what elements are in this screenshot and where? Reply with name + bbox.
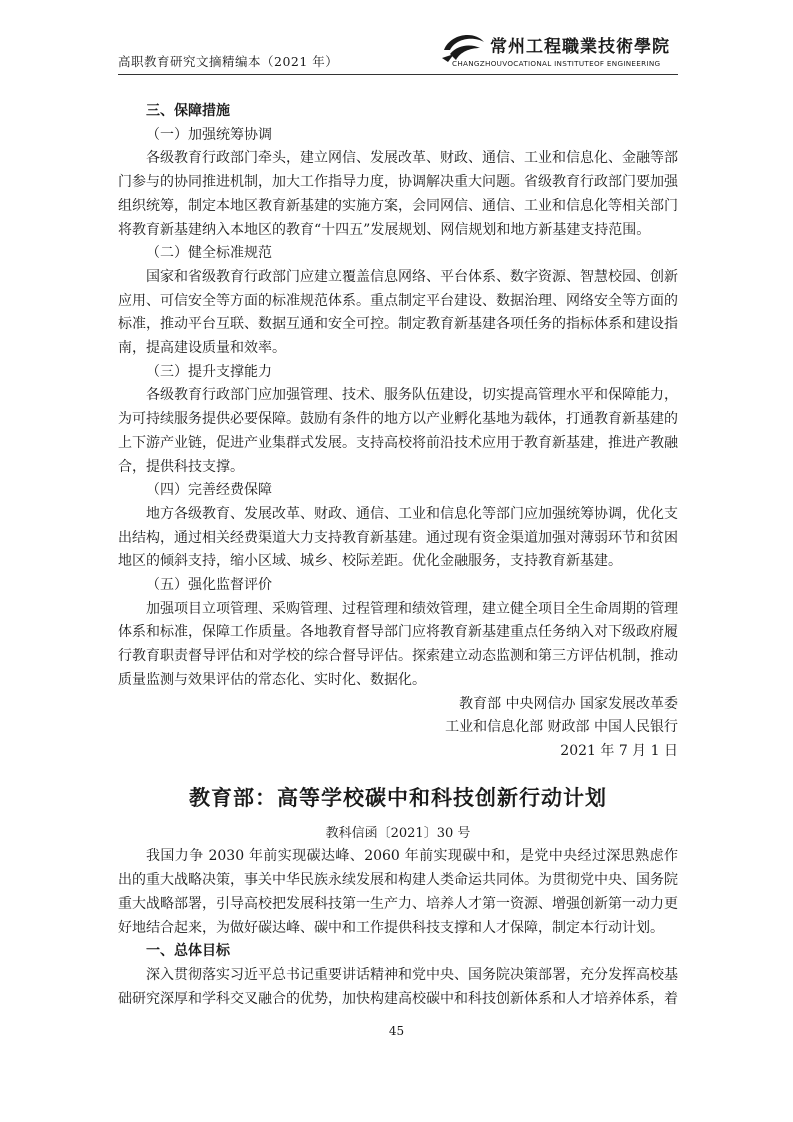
- college-logo: [440, 30, 678, 74]
- signature-line: 工业和信息化部 财政部 中国人民银行: [445, 719, 678, 736]
- paragraph: 地方各级教育、发展改革、财政、通信、工业和信息化等部门应加强统筹协调，优化支出结构，通过相关经费渠道大力支持教育新基建。通过现有资金渠道加强对薄弱环节和贫困地区的倾斜支持，缩小区域、城乡、校际差距。优化金融服务，支持教育新基建。: [118, 505, 678, 570]
- logo-chinese-name: 常州工程職業技術學院: [490, 37, 670, 57]
- paragraph: 国家和省级教育行政部门应建立覆盖信息网络、平台体系、数字资源、智慧校园、创新应用、可信安全等方面的标准规范体系。重点制定平台建设、数据治理、网络安全等方面的标准，推动平台互联、数据互通和安全可控。制定教育新基建各项任务的指标体系和建设指南，提高建设质量和效率。: [118, 268, 678, 357]
- header-divider: [118, 74, 678, 75]
- section-heading: 三、保障措施: [146, 103, 230, 119]
- logo-english-name: CHANGZHOUVOCATIONAL INSTITUTEOF ENGINEERING: [452, 59, 661, 68]
- subsection-heading: （二）健全标准规范: [146, 245, 272, 262]
- article-title: 教育部：高等学校碳中和科技创新行动计划: [189, 785, 607, 810]
- signature-date: 2021 年 7 月 1 日: [560, 742, 678, 759]
- paragraph: 各级教育行政部门牵头，建立网信、发展改革、财政、通信、工业和信息化、金融等部门参与的协同推进机制，加大工作指导力度，协调解决重大问题。省级教育行政部门要加强组织统筹，制定本地区教育新基建的实施方案，会同网信、通信、工业和信息化等相关部门将教育新基建纳入本地区的教育“十四五”发展规划、网信规划和地方新基建支持范围。: [118, 150, 678, 238]
- page-number: 45: [388, 1024, 405, 1038]
- page-header: [118, 30, 678, 74]
- paragraph: 我国力争 2030 年前实现碳达峰、2060 年前实现碳中和，是党中央经过深思熟虑作出的重大战略决策，事关中华民族永续发展和构建人类命运共同体。为贯彻党中央、国务院重大战略部署，引导高校把发展科技第一生产力、培养人才第一资源、增强创新第一动力更好地结合起来，为做好碳达峰、碳中和工作提供科技支撑和人才保障，制定本行动计划。: [118, 848, 678, 936]
- subsection-heading: （一）加强统筹协调: [146, 126, 272, 143]
- subsection-heading: （四）完善经费保障: [146, 482, 272, 499]
- subsection-heading: （五）强化监督评价: [146, 577, 272, 594]
- running-title: 高职教育研究文摘精编本（2021 年）: [118, 54, 339, 69]
- signature-line: 教育部 中央网信办 国家发展改革委: [459, 695, 678, 712]
- paragraph: 加强项目立项管理、采购管理、过程管理和绩效管理，建立健全项目全生命周期的管理体系和标准，保障工作质量。各地教育督导部门应将教育新基建重点任务纳入对下级政府履行教育职责督导评估和对学校的综合督导评估。探索建立动态监测和第三方评估机制，推动质量监测与效果评估的常态化、实时化、数据化。: [118, 600, 678, 688]
- logo-emblem-icon: [440, 32, 486, 62]
- document-number: 教科信函〔2021〕30 号: [325, 825, 471, 841]
- section-heading: 一、总体目标: [146, 943, 230, 960]
- subsection-heading: （三）提升支撑能力: [146, 363, 272, 380]
- paragraph: 各级教育行政部门应加强管理、技术、服务队伍建设，切实提高管理水平和保障能力，为可持续服务提供必要保障。鼓励有条件的地方以产业孵化基地为载体，打通教育新基建的上下游产业链，促进产业集群式发展。支持高校将前沿技术应用于教育新基建，推进产教融合，提供科技支撑。: [118, 387, 678, 475]
- paragraph: 深入贯彻落实习近平总书记重要讲话精神和党中央、国务院决策部署，充分发挥高校基础研究深厚和学科交叉融合的优势，加快构建高校碳中和科技创新体系和人才培养体系，着: [118, 966, 678, 1007]
- page-body: [118, 100, 678, 1011]
